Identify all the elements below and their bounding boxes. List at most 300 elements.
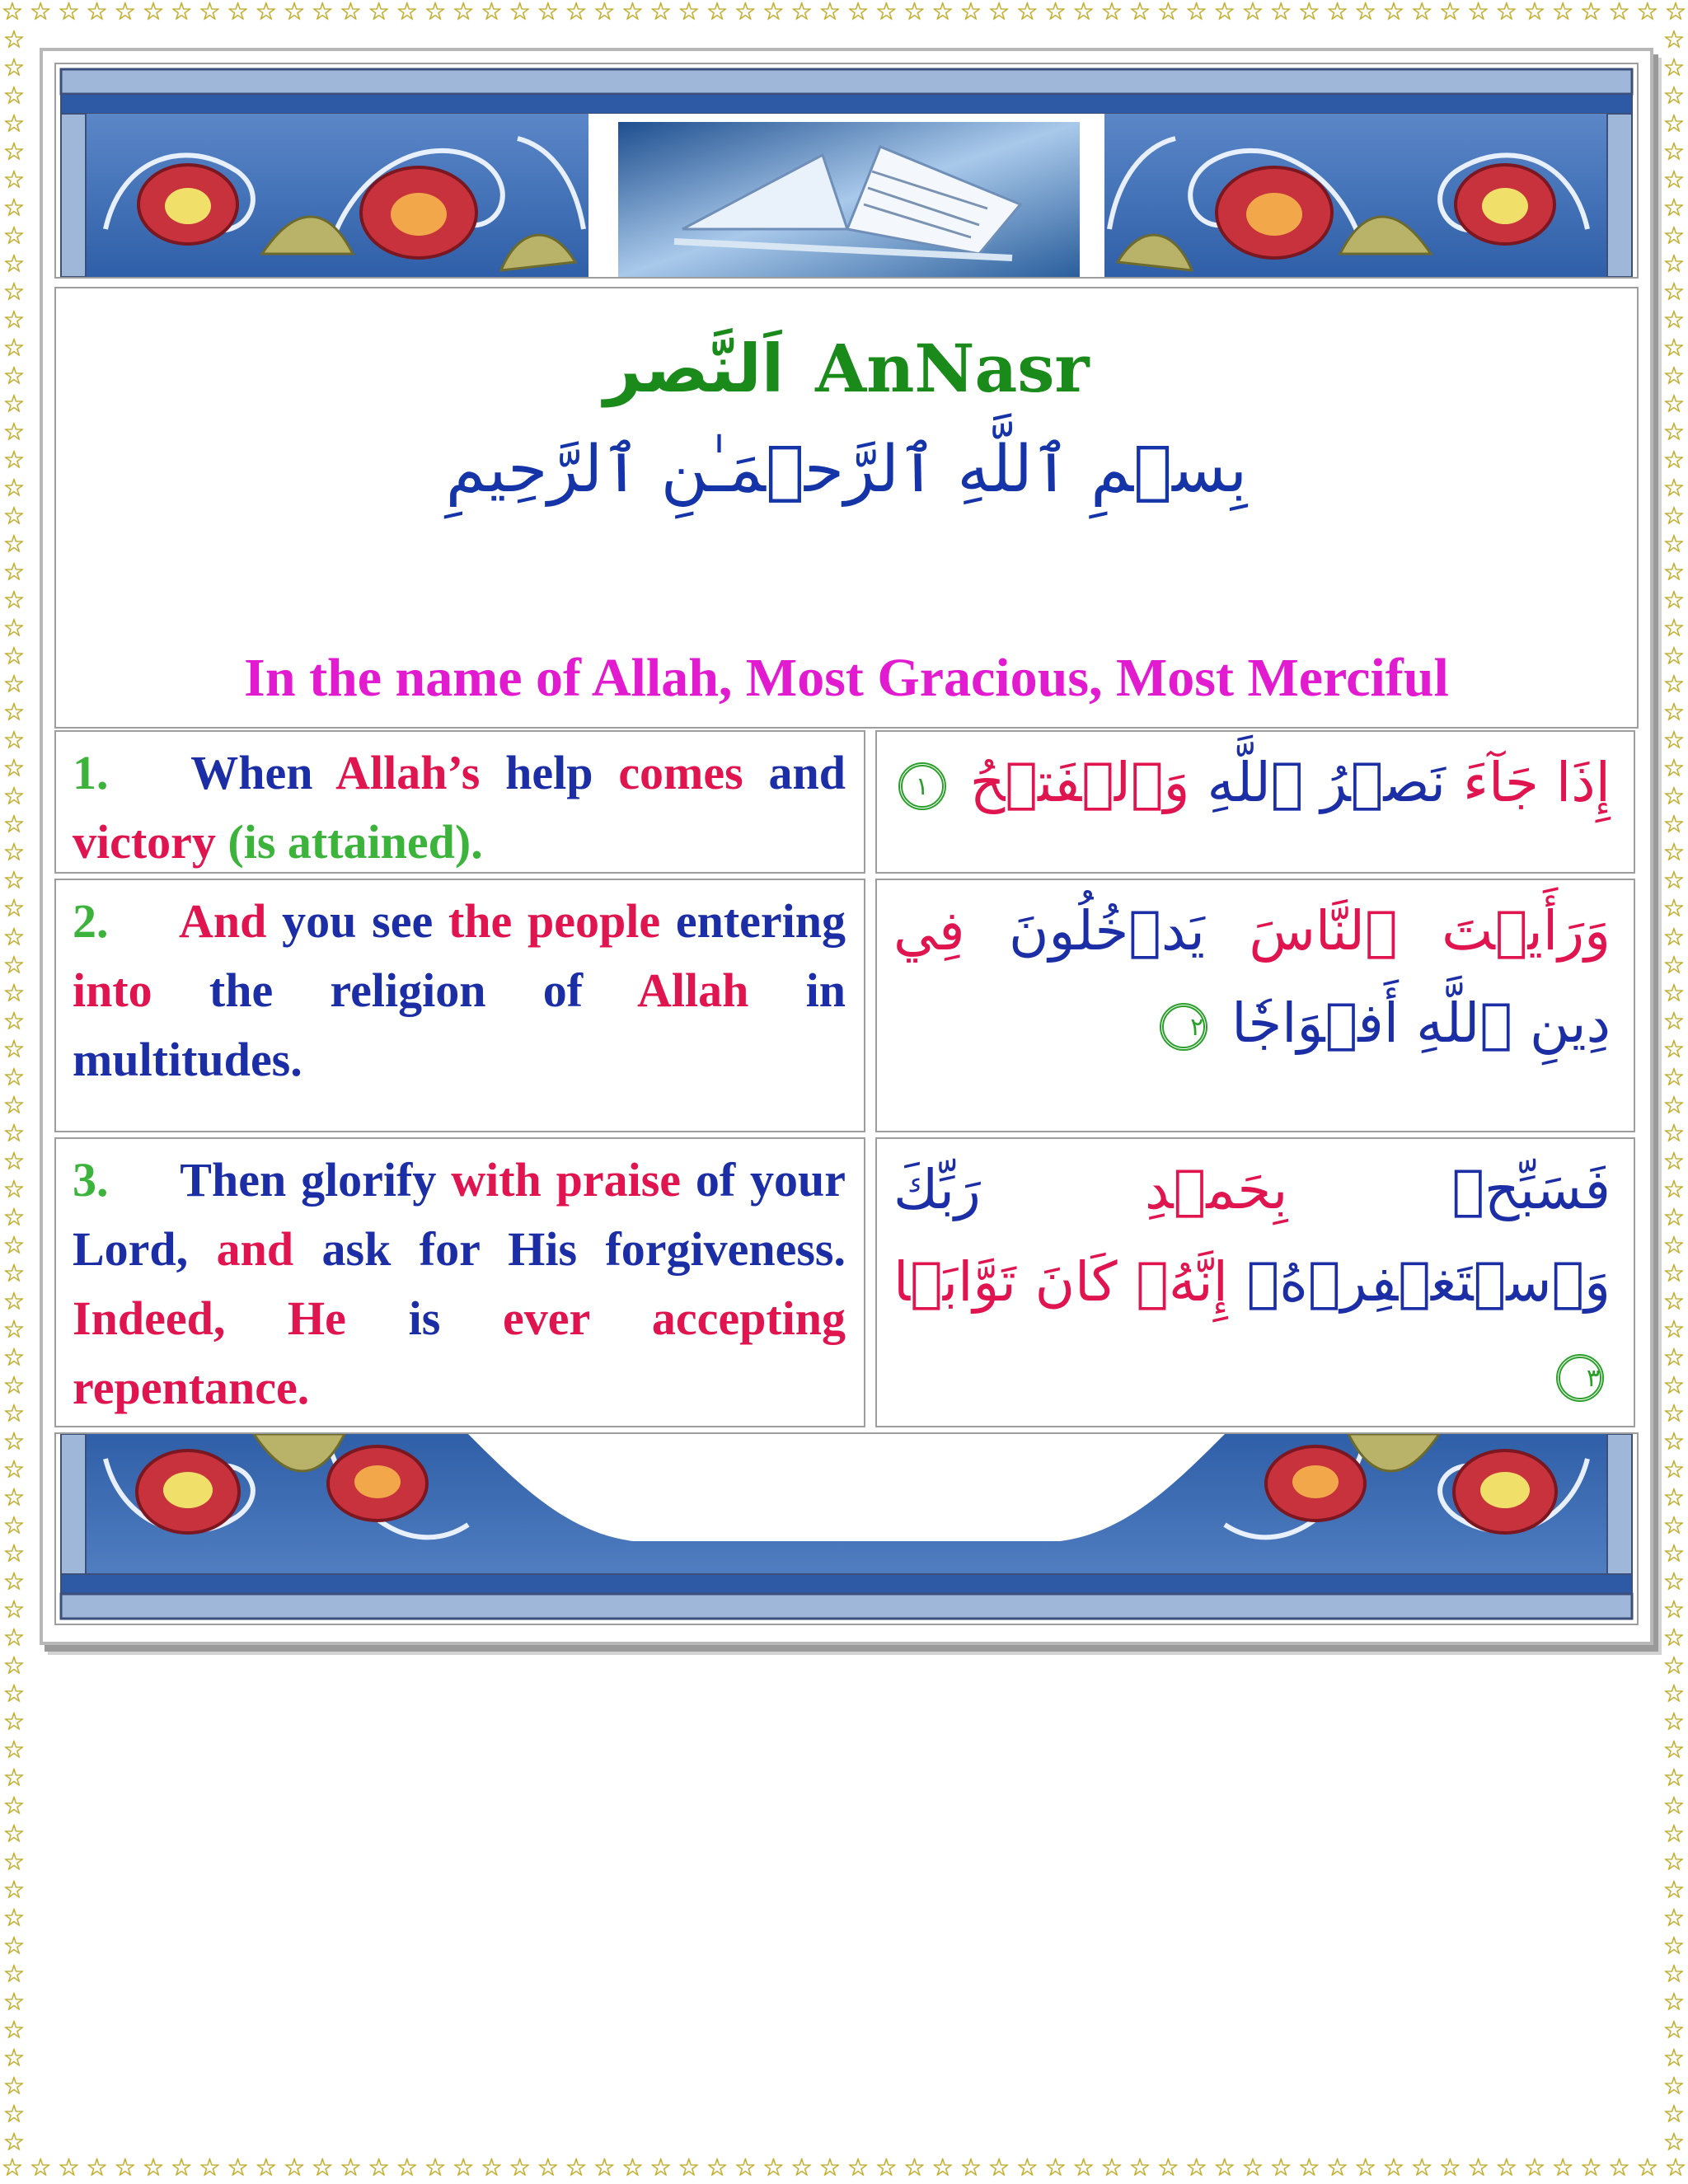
star-icon: ☆ (1662, 474, 1686, 504)
star-icon: ☆ (2, 446, 26, 476)
star-icon: ☆ (1662, 222, 1686, 251)
star-icon: ☆ (565, 0, 588, 26)
star-icon: ☆ (2, 558, 26, 588)
star-icon: ☆ (987, 0, 1010, 26)
star-icon: ☆ (537, 2156, 560, 2182)
star-icon: ☆ (1662, 28, 1686, 54)
star-icon: ☆ (1156, 2156, 1179, 2182)
star-icon: ☆ (1156, 0, 1179, 26)
star-icon: ☆ (1354, 2156, 1377, 2182)
star-icon: ☆ (1269, 2156, 1292, 2182)
star-icon: ☆ (987, 2156, 1010, 2182)
star-icon: ☆ (1410, 0, 1433, 26)
star-icon: ☆ (1664, 2156, 1687, 2182)
star-icon: ☆ (1662, 950, 1686, 980)
star-icon: ☆ (2, 1651, 26, 1680)
star-icon: ☆ (874, 2156, 898, 2182)
star-icon: ☆ (762, 0, 785, 26)
star-icon: ☆ (2, 2044, 26, 2074)
text: with praise (451, 1153, 682, 1207)
star-icon: ☆ (1662, 446, 1686, 476)
star-icon: ☆ (2, 1539, 26, 1568)
star-icon: ☆ (1213, 0, 1236, 26)
star-icon: ☆ (1128, 2156, 1151, 2182)
star-icon: ☆ (1495, 2156, 1518, 2182)
star-icon: ☆ (1382, 0, 1405, 26)
star-icon: ☆ (1662, 586, 1686, 616)
star-icon: ☆ (2, 82, 26, 111)
star-icon: ☆ (2, 1202, 26, 1232)
star-icon: ☆ (1662, 670, 1686, 700)
star-icon: ☆ (1662, 166, 1686, 195)
star-icon: ☆ (1662, 1763, 1686, 1793)
star-icon: ☆ (2, 1371, 26, 1400)
star-icon: ☆ (1128, 0, 1151, 26)
text: Then glorify (180, 1153, 437, 1207)
arabic-word: دِينِ ٱللَّهِ أَفۡوَاجٗا (1231, 991, 1611, 1055)
star-icon: ☆ (678, 2156, 701, 2182)
star-icon: ☆ (1662, 1202, 1686, 1232)
star-icon: ☆ (2, 978, 26, 1008)
star-icon: ☆ (2, 1006, 26, 1036)
star-icon: ☆ (1662, 1707, 1686, 1736)
star-icon: ☆ (2, 2100, 26, 2130)
star-icon: ☆ (509, 2156, 532, 2182)
text: Indeed, He (73, 1291, 346, 1345)
star-icon: ☆ (1185, 2156, 1207, 2182)
text: into (73, 963, 152, 1017)
star-icon: ☆ (2, 222, 26, 251)
star-icon: ☆ (1241, 2156, 1264, 2182)
star-icon: ☆ (1072, 0, 1095, 26)
star-icon: ☆ (142, 2156, 165, 2182)
star-icon: ☆ (818, 0, 842, 26)
star-icon: ☆ (1662, 614, 1686, 644)
star-icon: ☆ (227, 2156, 250, 2182)
star-icon: ☆ (1662, 1511, 1686, 1540)
star-icon: ☆ (2, 278, 26, 307)
star-icon: ☆ (1662, 1090, 1686, 1120)
star-icon: ☆ (1662, 1567, 1686, 1596)
star-icon: ☆ (339, 2156, 362, 2182)
surah-title (56, 330, 1637, 407)
star-icon: ☆ (2, 1174, 26, 1204)
star-icon: ☆ (2, 1595, 26, 1624)
star-icon: ☆ (86, 0, 109, 26)
star-icon: ☆ (1662, 2044, 1686, 2074)
text: in multitudes. (73, 963, 846, 1086)
star-icon: ☆ (339, 0, 362, 26)
star-icon: ☆ (1662, 558, 1686, 588)
star-icon: ☆ (2, 418, 26, 448)
arabic-word: وَرَأَيۡتَ (1442, 899, 1611, 963)
star-icon: ☆ (2, 1230, 26, 1260)
text: ever (502, 1291, 590, 1345)
star-icon: ☆ (1269, 0, 1292, 26)
star-icon: ☆ (2, 1090, 26, 1120)
star-icon: ☆ (1662, 1258, 1686, 1288)
star-icon: ☆ (1662, 2100, 1686, 2130)
star-icon: ☆ (1662, 726, 1686, 756)
verse-number: 2. (73, 894, 109, 948)
basmala-arabic: بِسۡمِ ٱللَّهِ ٱلرَّحۡمَـٰنِ ٱلرَّحِيمِ (445, 433, 1248, 507)
verse-1-arabic (875, 730, 1635, 874)
star-icon: ☆ (1662, 642, 1686, 672)
star-icon: ☆ (424, 2156, 447, 2182)
text: the religion of (209, 963, 584, 1017)
star-icon: ☆ (593, 0, 616, 26)
star-icon: ☆ (2, 530, 26, 560)
star-icon: ☆ (1608, 0, 1631, 26)
star-icon: ☆ (2, 1315, 26, 1344)
star-icon: ☆ (2, 950, 26, 980)
star-icon: ☆ (1662, 502, 1686, 532)
star-icon: ☆ (2, 1118, 26, 1148)
star-icon: ☆ (2, 894, 26, 924)
star-icon: ☆ (2, 726, 26, 756)
star-icon: ☆ (1662, 782, 1686, 812)
star-icon: ☆ (2, 28, 26, 54)
text: Allah’s (335, 746, 481, 799)
star-icon: ☆ (1662, 1006, 1686, 1036)
verse-1-translation (54, 730, 865, 874)
star-icon: ☆ (255, 0, 278, 26)
star-icon: ☆ (227, 0, 250, 26)
star-icon: ☆ (2, 1034, 26, 1064)
star-icon: ☆ (649, 0, 673, 26)
verse-number: 3. (73, 1153, 109, 1207)
surah-title-arabic: اَلنَّصر (603, 330, 785, 407)
verse-3-translation (54, 1137, 865, 1427)
arabic-word: وَٱسۡتَغۡفِرۡهُۚ (1246, 1250, 1611, 1314)
star-icon: ☆ (396, 2156, 419, 2182)
star-icon: ☆ (959, 0, 982, 26)
star-icon: ☆ (1662, 1315, 1686, 1344)
text: entering (675, 894, 846, 948)
star-icon: ☆ (1662, 1876, 1686, 1905)
star-icon: ☆ (29, 0, 52, 26)
title-panel (54, 287, 1639, 729)
star-icon: ☆ (846, 0, 870, 26)
star-icon: ☆ (2, 1567, 26, 1596)
star-icon: ☆ (1662, 2128, 1686, 2156)
star-icon: ☆ (1185, 0, 1207, 26)
star-icon: ☆ (2, 586, 26, 616)
star-icon: ☆ (762, 2156, 785, 2182)
arabic-word: نَصۡرُ ٱللَّهِ (1207, 751, 1447, 814)
star-icon: ☆ (1662, 894, 1686, 924)
star-icon: ☆ (57, 2156, 80, 2182)
arabic-word: إِذَا جَآءَ (1463, 751, 1611, 814)
star-icon: ☆ (649, 2156, 673, 2182)
star-icon: ☆ (1662, 1062, 1686, 1092)
star-icon: ☆ (2, 502, 26, 532)
star-icon: ☆ (2, 1876, 26, 1905)
star-icon: ☆ (2, 1960, 26, 1990)
verse-row-2 (54, 879, 1635, 1132)
star-icon: ☆ (2, 306, 26, 335)
star-icon: ☆ (452, 0, 475, 26)
star-icon: ☆ (1662, 838, 1686, 868)
star-icon: ☆ (2, 1735, 26, 1765)
star-icon: ☆ (1213, 2156, 1236, 2182)
star-icon: ☆ (2, 670, 26, 700)
star-icon: ☆ (2, 1988, 26, 2018)
star-icon: ☆ (1662, 1539, 1686, 1568)
star-icon: ☆ (283, 0, 306, 26)
star-border-left (0, 28, 28, 2156)
star-icon: ☆ (2, 1427, 26, 1456)
text: (is attained). (227, 815, 483, 869)
star-icon: ☆ (2, 1932, 26, 1961)
star-icon: ☆ (706, 0, 729, 26)
star-icon: ☆ (2, 2128, 26, 2156)
star-icon: ☆ (2, 1483, 26, 1512)
text: accepting repentance. (73, 1291, 846, 1414)
star-icon: ☆ (311, 2156, 334, 2182)
star-icon: ☆ (114, 0, 137, 26)
star-icon: ☆ (1662, 82, 1686, 111)
star-icon: ☆ (1662, 1988, 1686, 2018)
star-icon: ☆ (452, 2156, 475, 2182)
star-icon: ☆ (1662, 530, 1686, 560)
star-icon: ☆ (1662, 1371, 1686, 1400)
star-icon: ☆ (903, 2156, 926, 2182)
star-icon: ☆ (198, 0, 221, 26)
star-icon: ☆ (1100, 2156, 1123, 2182)
star-icon: ☆ (1100, 0, 1123, 26)
verse-row-1 (54, 730, 1635, 874)
star-icon: ☆ (1662, 418, 1686, 448)
star-icon: ☆ (1608, 2156, 1631, 2182)
star-icon: ☆ (1662, 754, 1686, 784)
star-icon: ☆ (1636, 0, 1659, 26)
ayah-marker-icon: ١ (898, 762, 946, 810)
star-icon: ☆ (2, 1062, 26, 1092)
star-icon: ☆ (2, 1707, 26, 1736)
star-icon: ☆ (706, 2156, 729, 2182)
star-icon: ☆ (1664, 0, 1687, 26)
star-icon: ☆ (1579, 2156, 1602, 2182)
star-icon: ☆ (2, 922, 26, 952)
basmala-english: In the name of Allah, Most Gracious, Most Merciful (244, 648, 1449, 708)
star-icon: ☆ (2, 194, 26, 223)
star-icon: ☆ (368, 2156, 391, 2182)
star-icon: ☆ (1662, 810, 1686, 840)
star-icon: ☆ (2, 782, 26, 812)
star-icon: ☆ (1326, 2156, 1348, 2182)
star-icon: ☆ (2, 110, 26, 139)
star-icon: ☆ (2, 838, 26, 868)
star-icon: ☆ (1662, 1932, 1686, 1961)
text: the people (448, 894, 661, 948)
star-icon: ☆ (1438, 2156, 1461, 2182)
star-icon: ☆ (1579, 0, 1602, 26)
star-icon: ☆ (1662, 1848, 1686, 1877)
star-icon: ☆ (2, 1286, 26, 1316)
star-icon: ☆ (1044, 2156, 1067, 2182)
star-icon: ☆ (1662, 110, 1686, 139)
star-icon: ☆ (621, 2156, 644, 2182)
star-icon: ☆ (846, 2156, 870, 2182)
star-icon: ☆ (1662, 1960, 1686, 1990)
star-icon: ☆ (255, 2156, 278, 2182)
star-icon: ☆ (2, 1820, 26, 1849)
star-icon: ☆ (2, 1904, 26, 1933)
star-icon: ☆ (1551, 2156, 1574, 2182)
star-icon: ☆ (2, 474, 26, 504)
star-icon: ☆ (2, 1679, 26, 1708)
star-icon: ☆ (114, 2156, 137, 2182)
star-icon: ☆ (198, 2156, 221, 2182)
star-icon: ☆ (2, 1763, 26, 1793)
star-icon: ☆ (170, 2156, 193, 2182)
star-icon: ☆ (1662, 978, 1686, 1008)
star-icon: ☆ (1326, 0, 1348, 26)
star-icon: ☆ (1662, 2072, 1686, 2102)
star-icon: ☆ (1467, 2156, 1490, 2182)
star-icon: ☆ (874, 0, 898, 26)
star-icon: ☆ (1662, 306, 1686, 335)
star-icon: ☆ (1072, 2156, 1095, 2182)
star-icon: ☆ (2, 1146, 26, 1176)
star-icon: ☆ (2, 54, 26, 83)
top-ornament (56, 64, 1637, 277)
star-icon: ☆ (2, 1399, 26, 1428)
star-icon: ☆ (1662, 54, 1686, 83)
star-icon: ☆ (368, 0, 391, 26)
star-icon: ☆ (2, 1623, 26, 1652)
star-icon: ☆ (1662, 1791, 1686, 1821)
text: help (505, 746, 593, 799)
star-icon: ☆ (1241, 0, 1264, 26)
star-icon: ☆ (1662, 922, 1686, 952)
star-icon: ☆ (1662, 1904, 1686, 1933)
arabic-word: بِحَمۡدِ (1144, 1158, 1288, 1221)
star-icon: ☆ (734, 2156, 757, 2182)
text: and (768, 746, 846, 799)
star-icon: ☆ (2, 1258, 26, 1288)
text: comes (618, 746, 743, 799)
star-icon: ☆ (621, 0, 644, 26)
star-icon: ☆ (424, 0, 447, 26)
verse-3-arabic (875, 1137, 1635, 1427)
star-icon: ☆ (790, 0, 814, 26)
star-icon: ☆ (1523, 0, 1546, 26)
star-icon: ☆ (1662, 1651, 1686, 1680)
star-icon: ☆ (1438, 0, 1461, 26)
star-icon: ☆ (1015, 0, 1039, 26)
star-icon: ☆ (1467, 0, 1490, 26)
star-icon: ☆ (537, 0, 560, 26)
star-icon: ☆ (1662, 1820, 1686, 1849)
star-icon: ☆ (734, 0, 757, 26)
star-icon: ☆ (1662, 1034, 1686, 1064)
ayah-marker-icon: ٣ (1556, 1354, 1604, 1402)
verse-number: 1. (73, 746, 109, 799)
star-icon: ☆ (2, 334, 26, 363)
verse-2-arabic (875, 879, 1635, 1132)
star-icon: ☆ (1662, 1146, 1686, 1176)
star-icon: ☆ (1410, 2156, 1433, 2182)
star-icon: ☆ (931, 0, 954, 26)
star-icon: ☆ (2, 866, 26, 896)
star-icon: ☆ (2, 250, 26, 279)
star-icon: ☆ (1662, 250, 1686, 279)
star-icon: ☆ (1662, 1286, 1686, 1316)
text: Allah (637, 963, 749, 1017)
star-icon: ☆ (1662, 1343, 1686, 1372)
surah-title-english: AnNasr (815, 330, 1090, 407)
star-icon: ☆ (1354, 0, 1377, 26)
text: victory (73, 815, 216, 869)
star-icon: ☆ (57, 0, 80, 26)
star-icon: ☆ (1662, 362, 1686, 391)
text: When (190, 746, 313, 799)
arabic-word: وَٱلۡفَتۡحُ (969, 751, 1190, 814)
star-icon: ☆ (481, 2156, 503, 2182)
star-icon: ☆ (1662, 1483, 1686, 1512)
star-icon: ☆ (593, 2156, 616, 2182)
star-icon: ☆ (2, 2016, 26, 2046)
star-icon: ☆ (2, 362, 26, 391)
star-icon: ☆ (2, 810, 26, 840)
star-icon: ☆ (2, 166, 26, 195)
star-icon: ☆ (283, 2156, 306, 2182)
star-icon: ☆ (481, 0, 503, 26)
star-icon: ☆ (509, 0, 532, 26)
star-icon: ☆ (1662, 2016, 1686, 2046)
star-icon: ☆ (790, 2156, 814, 2182)
arabic-word: إِنَّهُۥ كَانَ تَوَّابَۢا (893, 1250, 1228, 1314)
verse-2-translation (54, 879, 865, 1132)
star-icon: ☆ (1662, 1595, 1686, 1624)
star-icon: ☆ (1297, 0, 1320, 26)
star-icon: ☆ (86, 2156, 109, 2182)
star-icon: ☆ (1382, 2156, 1405, 2182)
star-icon: ☆ (1662, 278, 1686, 307)
text: of your Lord, (73, 1153, 846, 1276)
text: ask for His forgiveness. (321, 1222, 846, 1276)
star-icon: ☆ (1495, 0, 1518, 26)
star-icon: ☆ (1662, 1735, 1686, 1765)
star-icon: ☆ (931, 2156, 954, 2182)
quran-book-image (618, 122, 1080, 277)
star-icon: ☆ (2, 1848, 26, 1877)
star-border-right (1660, 28, 1688, 2156)
star-icon: ☆ (2, 390, 26, 419)
star-icon: ☆ (1662, 194, 1686, 223)
star-icon: ☆ (1297, 2156, 1320, 2182)
star-icon: ☆ (1, 0, 24, 26)
star-icon: ☆ (142, 0, 165, 26)
star-icon: ☆ (2, 2072, 26, 2102)
star-icon: ☆ (678, 0, 701, 26)
ayah-marker-icon: ٢ (1160, 1003, 1207, 1051)
top-ornament-panel (54, 63, 1639, 279)
arabic-word: فَسَبِّحۡ (1451, 1158, 1611, 1221)
star-icon: ☆ (311, 0, 334, 26)
star-icon: ☆ (1662, 1623, 1686, 1652)
star-icon: ☆ (2, 138, 26, 167)
star-icon: ☆ (1662, 866, 1686, 896)
star-icon: ☆ (170, 0, 193, 26)
star-icon: ☆ (818, 2156, 842, 2182)
star-icon: ☆ (903, 0, 926, 26)
star-icon: ☆ (1636, 2156, 1659, 2182)
star-icon: ☆ (2, 642, 26, 672)
star-icon: ☆ (1662, 390, 1686, 419)
